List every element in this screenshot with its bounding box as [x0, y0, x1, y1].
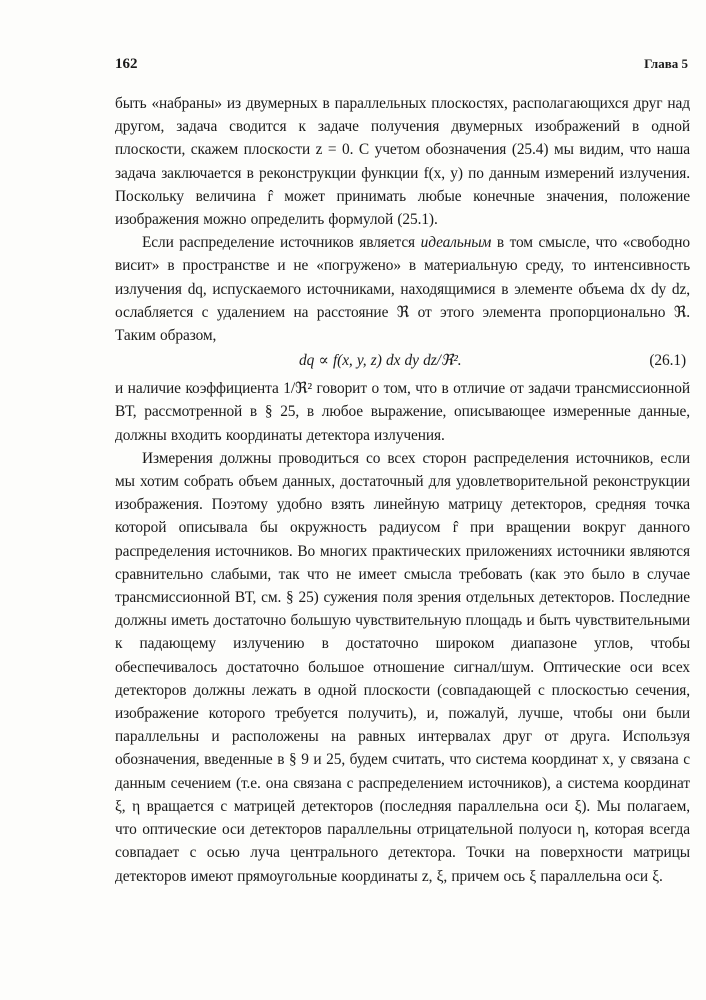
paragraph-text-end: в том смысле, что «свободно висит» в пространстве и не «погружено» в материальную среду, то интенсивность излучения dq, испускаемого источниками, находящимися в элементе объема dx dy dz, ослабляется с удалением на расстояние ℜ от этого элемента пропорционально ℜ. Таким образом, — [115, 234, 690, 345]
paragraph-measurements: Измерения должны проводиться со всех сторон распределения источников, если мы хотим собрать объем данных, достаточный для удовлетворительной реконструкции изображения. Поэтому удобно взять линейную матрицу детекторов, средняя точка которой описывала бы окружность радиусом r̂ при вращении вокруг данного распределения источников. Во многих практических приложениях источники являются сравнительно слабыми, так что не имеет смысла требовать (как это было в случае трансмиссионной ВТ, см. § 25) сужения поля зрения отдельных детекторов. Последние должны иметь достаточно большую чувствительную площадь и быть чувствительными к падающему излучению в достаточно широком диапазоне углов, чтобы обеспечивалось достаточно большое отношение сигнал/шум. Оптические оси всех детекторов должны лежать в одной плоскости (совпадающей с плоскостью сечения, изображение которого требуется получить), и, пожалуй, лучше, чтобы они были параллельны и расположены на равных интервалах друг от друга. Используя обозначения, введенные в § 9 и 25, будем считать, что система координат x, y связана с данным сечением (т.е. она связана с распределением источников), а система координат ξ, η вращается с матрицей детекторов (последняя параллельна оси ξ). Мы полагаем, что оптические оси детекторов параллельны отрицательной полуоси η, которая всегда совпадает с осью луча центрального детектора. Точки на поверхности матрицы детекторов имеют прямоугольные координаты z, ξ, причем ось ξ параллельна оси ξ. — [115, 449, 690, 885]
chapter-title: Глава 5 — [644, 56, 688, 71]
equation-expression: dq ∝ f(x, y, z) dx dy dz/ℜ². — [299, 352, 462, 370]
running-header — [115, 56, 688, 80]
page-body — [115, 92, 690, 888]
paragraph-coefficient: и наличие коэффициента 1/ℜ² говорит о том, что в отличие от задачи трансмиссионной ВТ, рассмотренной в § 25, в любое выражение, описывающее измеренные данные, должны входить координаты детектора излучения. — [115, 380, 690, 444]
equation-number: (26.1) — [649, 352, 686, 370]
italic-term: идеальным — [420, 234, 492, 252]
page-number: 162 — [115, 56, 138, 72]
equation-26-1 — [115, 348, 690, 375]
paragraph-text-start: Если распределение источников является — [142, 234, 421, 252]
paragraph-ideal-source — [115, 231, 690, 347]
paragraph-continuation: быть «набраны» из двумерных в параллельных плоскостях, располагающихся друг над другом, задача сводится к задаче получения двумерных изображений в одной плоскости, скажем плоскости z = 0. С учетом обозначения (25.4) мы видим, что наша задача заключается в реконструкции функции f(x, y) по данным измерений излучения. Поскольку величина r̂ может принимать любые конечные значения, положение изображения можно определить формулой (25.1). — [115, 95, 690, 229]
